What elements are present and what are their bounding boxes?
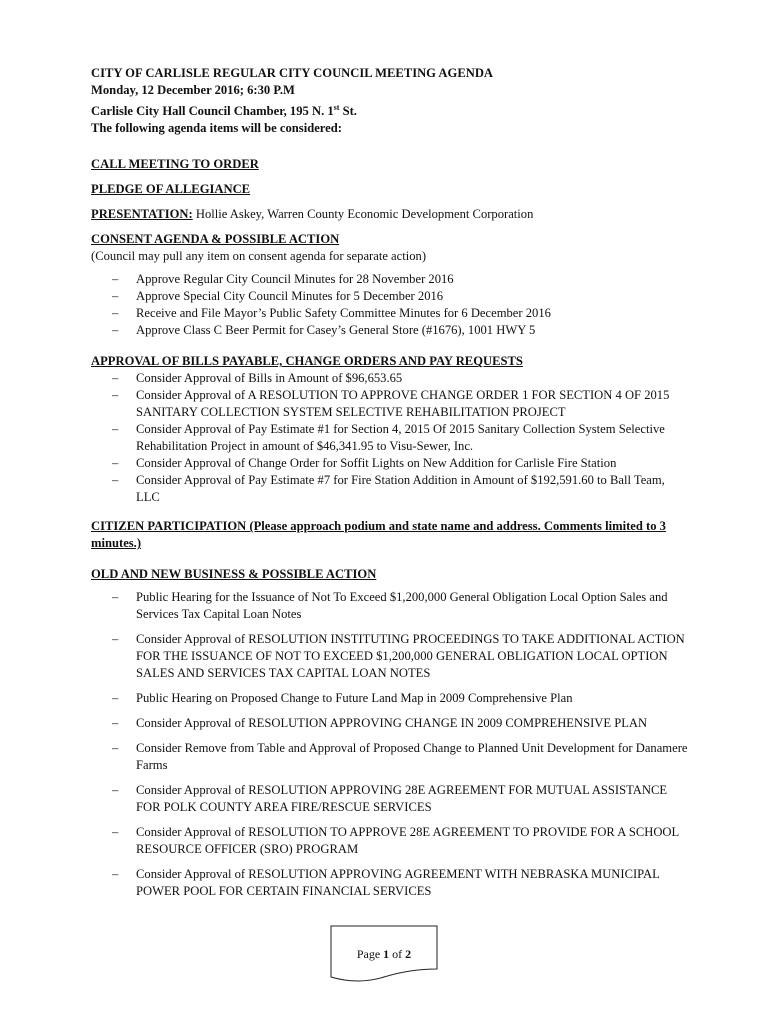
page-word: Page xyxy=(356,947,384,961)
presentation-label: PRESENTATION: xyxy=(91,207,193,222)
presentation-text: Hollie Askey, Warren County Economic Development Corporation xyxy=(192,207,534,222)
list-item: – Receive and File Mayor’s Public Safety Committee Minutes for 6 December 2016 xyxy=(91,305,691,322)
list-item: – Consider Approval of RESOLUTION APPROVING CHANGE IN 2009 COMPREHENSIVE PLAN xyxy=(91,715,691,732)
list-item: – Consider Approval of RESOLUTION APPROVING 28E AGREEMENT FOR MUTUAL ASSISTANCE FOR POLK COUNTY AREA FIRE/RESCUE SERVICES xyxy=(91,782,691,816)
page-total: 2 xyxy=(405,947,412,961)
list-item: – Consider Approval of Pay Estimate #1 for Section 4, 2015 Of 2015 Sanitary Collection System Selective Rehabilitation Project in amount of $46,341.95 to Visu-Sewer, Inc. xyxy=(91,421,691,455)
business-list xyxy=(91,589,691,900)
list-item: – Consider Approval of A RESOLUTION TO APPROVE CHANGE ORDER 1 FOR SECTION 4 OF 2015 SANITARY COLLECTION SYSTEM SELECTIVE REHABILITATION PROJECT xyxy=(91,387,691,421)
list-item: – Public Hearing on Proposed Change to Future Land Map in 2009 Comprehensive Plan xyxy=(91,690,691,707)
bills-heading: APPROVAL OF BILLS PAYABLE, CHANGE ORDERS AND PAY REQUESTS xyxy=(91,354,523,369)
location-prefix: Carlisle City Hall Council Chamber, 195 N. 1 xyxy=(91,104,334,119)
page-number-box xyxy=(330,925,438,985)
list-item: – Consider Approval of Pay Estimate #7 for Fire Station Addition in Amount of $192,591.60 to Ball Team, LLC xyxy=(91,472,691,506)
list-item: – Consider Approval of RESOLUTION INSTITUTING PROCEEDINGS TO TAKE ADDITIONAL ACTION FOR THE ISSUANCE OF NOT TO EXCEED $1,200,000 GENERAL OBLIGATION LOCAL OPTION SALES AND SERVICES TAX CAPITAL LOAN NOTES xyxy=(91,631,691,682)
page-num: 1 xyxy=(383,947,390,961)
page-number xyxy=(330,946,438,963)
consent-list xyxy=(91,271,691,339)
meeting-location xyxy=(91,99,691,120)
list-item: – Consider Approval of Bills in Amount of $96,653.65 xyxy=(91,370,691,387)
list-item: – Public Hearing for the Issuance of Not To Exceed $1,200,000 General Obligation Local Option Sales and Services Tax Capital Loan Notes xyxy=(91,589,691,623)
meeting-datetime: Monday, 12 December 2016; 6:30 P.M xyxy=(91,83,295,97)
list-item: – Approve Class C Beer Permit for Casey’s General Store (#1676), 1001 HWY 5 xyxy=(91,322,691,339)
list-item: – Consider Approval of Change Order for Soffit Lights on New Addition for Carlisle Fire Station xyxy=(91,455,691,472)
list-item: – Consider Approval of RESOLUTION TO APPROVE 28E AGREEMENT TO PROVIDE FOR A SCHOOL RESOURCE OFFICER (SRO) PROGRAM xyxy=(91,824,691,858)
list-item: – Approve Regular City Council Minutes for 28 November 2016 xyxy=(91,271,691,288)
agenda-body xyxy=(91,65,691,908)
list-item: – Approve Special City Council Minutes for 5 December 2016 xyxy=(91,288,691,305)
pledge-heading: PLEDGE OF ALLEGIANCE xyxy=(91,182,251,197)
of-word: of xyxy=(389,947,406,961)
presentation-line xyxy=(91,206,691,223)
agenda-intro: The following agenda items will be considered: xyxy=(91,121,342,136)
bills-list xyxy=(91,370,691,506)
location-sup: st xyxy=(333,103,340,112)
business-heading: OLD AND NEW BUSINESS & POSSIBLE ACTION xyxy=(91,567,377,582)
consent-note: (Council may pull any item on consent agenda for separate action) xyxy=(91,249,427,264)
agenda-title: CITY OF CARLISLE REGULAR CITY COUNCIL MEETING AGENDA xyxy=(91,66,494,80)
list-item: – Consider Approval of RESOLUTION APPROVING AGREEMENT WITH NEBRASKA MUNICIPAL POWER POOL FOR CERTAIN FINANCIAL SERVICES xyxy=(91,866,691,900)
list-item: – Consider Remove from Table and Approval of Proposed Change to Planned Unit Development for Danamere Farms xyxy=(91,740,691,774)
consent-heading: CONSENT AGENDA & POSSIBLE ACTION xyxy=(91,232,340,247)
call-to-order-heading: CALL MEETING TO ORDER xyxy=(91,157,259,172)
citizen-participation-heading: CITIZEN PARTICIPATION (Please approach podium and state name and address. Comments limited to 3 minutes.) xyxy=(91,519,666,551)
location-suffix: St. xyxy=(339,104,357,119)
